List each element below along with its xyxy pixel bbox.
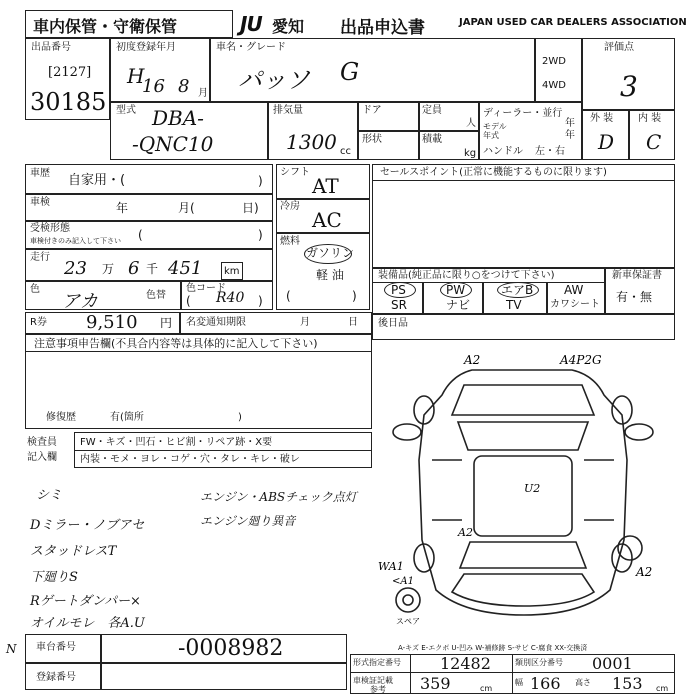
chassis-type-line2: -QNC10 bbox=[132, 132, 214, 156]
color-divider bbox=[180, 280, 182, 310]
mark-center: U2 bbox=[524, 482, 541, 495]
chassis-number-value: -0008982 bbox=[178, 636, 284, 661]
consignment-label: 受検形態 bbox=[30, 223, 70, 234]
color-code-close: ) bbox=[258, 294, 263, 308]
lot-label: 出品番号 bbox=[31, 42, 71, 53]
dims-model-label: 形式指定番号 bbox=[353, 658, 401, 667]
model-year-label1: モデル bbox=[483, 122, 507, 131]
interior-value: C bbox=[646, 130, 662, 154]
color-code-open: ( bbox=[186, 294, 191, 308]
storage-label: 車内保管・守衛保管 bbox=[33, 17, 178, 36]
notes-label: 注意事項申告欄(不具合内容等は具体的に記入して下さい) bbox=[34, 337, 318, 350]
inspector-mid bbox=[74, 450, 372, 451]
notes-underline bbox=[25, 351, 372, 352]
registration-era: H bbox=[127, 64, 145, 88]
inspection-day: 日) bbox=[242, 201, 259, 215]
inspector-row-2: 内装・モメ・ヨレ・コゲ・穴・タレ・キレ・破レ bbox=[80, 454, 300, 465]
fuel-value: ガソリン bbox=[306, 246, 355, 260]
chassis-number-label: 車台番号 bbox=[36, 642, 76, 653]
registration-month-unit: 月 bbox=[198, 88, 208, 99]
mark-side: A2 bbox=[458, 526, 473, 539]
dims-class-label: 類別区分番号 bbox=[515, 658, 563, 667]
consignment-close: ) bbox=[258, 228, 263, 242]
inspector-label-2: 記入欄 bbox=[27, 452, 57, 463]
dims-height-label: 高さ bbox=[575, 678, 591, 687]
doors-label: ドア bbox=[362, 105, 382, 116]
chassis-type-label: 型式 bbox=[116, 105, 136, 116]
remark-1: シミ bbox=[36, 488, 63, 503]
later-items-label: 後日品 bbox=[378, 318, 408, 329]
dims-width-value: 166 bbox=[530, 674, 561, 693]
color-value: アカ bbox=[62, 291, 98, 312]
mark-rear-left-2: <A1 bbox=[392, 576, 414, 587]
aircon-label: 冷房 bbox=[280, 201, 300, 212]
transmission-label: シフト bbox=[280, 167, 310, 178]
score-value: 3 bbox=[620, 70, 638, 103]
dims-ref: 参考 bbox=[370, 685, 386, 694]
equip-leather: カワシート bbox=[550, 299, 600, 310]
dims-v1 bbox=[410, 654, 411, 694]
consignment-open: ( bbox=[138, 228, 143, 242]
dims-length-value: 359 bbox=[420, 674, 451, 693]
recycle-value: 9,510 bbox=[86, 312, 138, 333]
equip-tv: TV bbox=[506, 298, 522, 312]
recycle-unit: 円 bbox=[160, 316, 173, 330]
equip-airbag: エアB bbox=[501, 283, 534, 297]
lot-number: 30185 bbox=[30, 88, 107, 116]
color-code: R40 bbox=[216, 290, 245, 306]
margin-mark: N bbox=[6, 642, 17, 656]
displacement-value: 1300 bbox=[286, 130, 337, 154]
sales-point-label: セールスポイント(正常に機能するものに限ります) bbox=[380, 167, 607, 178]
consignment-note: 車検付きのみ記入して下さい bbox=[30, 237, 121, 245]
mileage-man-unit: 万 bbox=[102, 262, 115, 276]
dims-model-value: 12482 bbox=[440, 654, 491, 673]
prefecture-label: 愛知 bbox=[272, 17, 305, 36]
dims-width-label: 幅 bbox=[515, 678, 523, 687]
remark-2: Dミラー・ノブアセ bbox=[30, 518, 145, 533]
mech-row-2 bbox=[276, 232, 370, 234]
dealer-label: ディーラー・並行 bbox=[483, 108, 563, 119]
capacity-label: 定員 bbox=[422, 105, 442, 116]
new-car-label: 新車保証書 bbox=[612, 270, 662, 281]
dims-length-label: 車検証記載 bbox=[353, 676, 393, 685]
remark-4: 下廻りS bbox=[30, 570, 78, 585]
mark-front-left: A2 bbox=[464, 353, 481, 367]
chassis-number-divider-v bbox=[100, 634, 102, 690]
mark-front-right: A4P2G bbox=[560, 353, 602, 367]
name-change-day: 日 bbox=[348, 317, 358, 328]
model-year-label2: 年式 bbox=[483, 131, 499, 140]
repair-history-close: ) bbox=[238, 412, 242, 423]
fuel-close: ) bbox=[352, 289, 357, 303]
displacement-label: 排気量 bbox=[273, 105, 303, 116]
drive-2wd: 2WD bbox=[542, 56, 566, 67]
fuel-label: 燃料 bbox=[280, 236, 300, 247]
lot-sub-number: [2127] bbox=[48, 65, 92, 80]
history-close: ) bbox=[258, 174, 263, 188]
equipment-label: 装備品(純正品に限り○をつけて下さい) bbox=[378, 270, 555, 281]
chassis-number-divider-h bbox=[25, 662, 347, 664]
details-row-2 bbox=[25, 220, 273, 222]
equip-pw: PW bbox=[446, 283, 466, 297]
new-car-options: 有・無 bbox=[616, 290, 653, 304]
model-grade: G bbox=[340, 58, 360, 86]
fuel-alt: 軽 油 bbox=[316, 268, 344, 282]
reg-number-label: 登録番号 bbox=[36, 672, 76, 683]
remark-right-2: エンジン廻り異音 bbox=[200, 514, 296, 528]
remark-3: スタッドレスT bbox=[30, 544, 117, 559]
mileage-unit: km bbox=[224, 266, 240, 277]
equipment-v3 bbox=[546, 282, 548, 314]
mileage-label: 走行 bbox=[30, 252, 50, 263]
drive-divider-v bbox=[534, 38, 536, 102]
dims-height-value: 153 bbox=[612, 674, 643, 693]
mech-row-1 bbox=[276, 198, 370, 200]
inspection-label: 車検 bbox=[30, 197, 50, 208]
details-row-3 bbox=[25, 248, 273, 250]
car-diagram bbox=[372, 340, 675, 640]
dims-length-unit: cm bbox=[480, 684, 493, 693]
model-year-unit2: 年 bbox=[565, 130, 575, 141]
displacement-unit: cc bbox=[340, 146, 351, 157]
association-name: JAPAN USED CAR DEALERS ASSOCIATION bbox=[459, 17, 687, 28]
specs-hdivider bbox=[358, 130, 478, 132]
interior-label: 内 装 bbox=[638, 113, 662, 124]
later-items-box bbox=[372, 314, 675, 340]
score-label: 評価点 bbox=[604, 42, 634, 53]
dims-v2 bbox=[512, 654, 513, 694]
history-value: 自家用・( bbox=[68, 173, 126, 188]
inspection-month: 月( bbox=[178, 201, 195, 215]
equip-aw: AW bbox=[564, 283, 584, 297]
details-row-1 bbox=[25, 193, 273, 195]
equip-sr: SR bbox=[391, 298, 407, 312]
repair-history-yes: 有(箇所 bbox=[110, 412, 144, 423]
equip-navi: ナビ bbox=[446, 298, 471, 312]
load-label: 積載 bbox=[422, 134, 442, 145]
dims-class-value: 0001 bbox=[592, 654, 633, 673]
load-unit: kg bbox=[464, 148, 477, 159]
damage-legend: A-キズ E-エクボ U-凹み W-補修跡 S-サビ C-腐食 XX-交換済 bbox=[398, 644, 588, 652]
spare-label: スペア bbox=[396, 617, 420, 626]
history-label: 車歴 bbox=[30, 168, 50, 179]
transmission-value: AT bbox=[312, 174, 339, 198]
dims-height-unit: cm bbox=[656, 684, 669, 693]
model-name: パッソ bbox=[238, 66, 310, 94]
exterior-label: 外 装 bbox=[590, 113, 614, 124]
equipment-v4 bbox=[604, 268, 606, 314]
name-change-label: 名変通知期限 bbox=[186, 317, 246, 328]
recycle-label: R券 bbox=[30, 317, 47, 328]
aircon-value: AC bbox=[312, 208, 342, 232]
drive-4wd: 4WD bbox=[542, 80, 566, 91]
registration-label: 初度登録年月 bbox=[116, 42, 176, 53]
details-row-4 bbox=[25, 280, 273, 282]
equipment-v2 bbox=[482, 282, 484, 314]
color-paint-label: 色替 bbox=[146, 290, 166, 301]
handle-label: ハンドル bbox=[483, 146, 523, 157]
equip-ps: PS bbox=[391, 283, 406, 297]
mileage-man: 23 bbox=[64, 258, 87, 279]
remark-6: オイルモレ 各A.U bbox=[30, 616, 145, 631]
model-label: 車名・グレード bbox=[216, 42, 286, 53]
model-year-unit1: 年 bbox=[565, 118, 575, 129]
color-code-label: 色コード bbox=[186, 283, 226, 294]
small-grades-divider bbox=[628, 110, 630, 160]
mileage-sen-unit: 千 bbox=[146, 262, 159, 276]
color-label: 色 bbox=[30, 284, 40, 295]
remark-right-1: エンジン・ABSチェック点灯 bbox=[200, 490, 357, 504]
sheet-title: 出品申込書 bbox=[340, 18, 425, 38]
shape-label: 形状 bbox=[362, 134, 382, 145]
equipment-v1 bbox=[422, 282, 424, 314]
name-change-month: 月 bbox=[300, 317, 310, 328]
mileage-rest: 451 bbox=[168, 258, 203, 279]
inspector-row-1: FW・キズ・凹石・ヒビ割・リペア跡・X要 bbox=[80, 437, 273, 448]
fuel-open: ( bbox=[286, 289, 291, 303]
remark-5: Rゲートダンパー× bbox=[30, 594, 141, 609]
inspection-year: 年 bbox=[116, 201, 129, 215]
chassis-type-line1: DBA- bbox=[152, 106, 204, 130]
registration-year: 16 bbox=[142, 76, 165, 97]
handle-options: 左・右 bbox=[535, 146, 565, 157]
ju-logo: JU bbox=[240, 12, 262, 36]
registration-month: 8 bbox=[178, 76, 190, 97]
inspector-label-1: 検査員 bbox=[27, 437, 57, 448]
specs-divider-2 bbox=[478, 102, 480, 160]
repair-history-label: 修復歴 bbox=[46, 412, 76, 423]
capacity-unit: 人 bbox=[466, 118, 476, 129]
exterior-value: D bbox=[598, 130, 615, 154]
mileage-sen: 6 bbox=[128, 258, 140, 279]
mark-rear-right: A2 bbox=[636, 565, 653, 579]
sales-point-rule bbox=[372, 180, 675, 181]
mark-rear-left: WA1 bbox=[378, 560, 404, 573]
